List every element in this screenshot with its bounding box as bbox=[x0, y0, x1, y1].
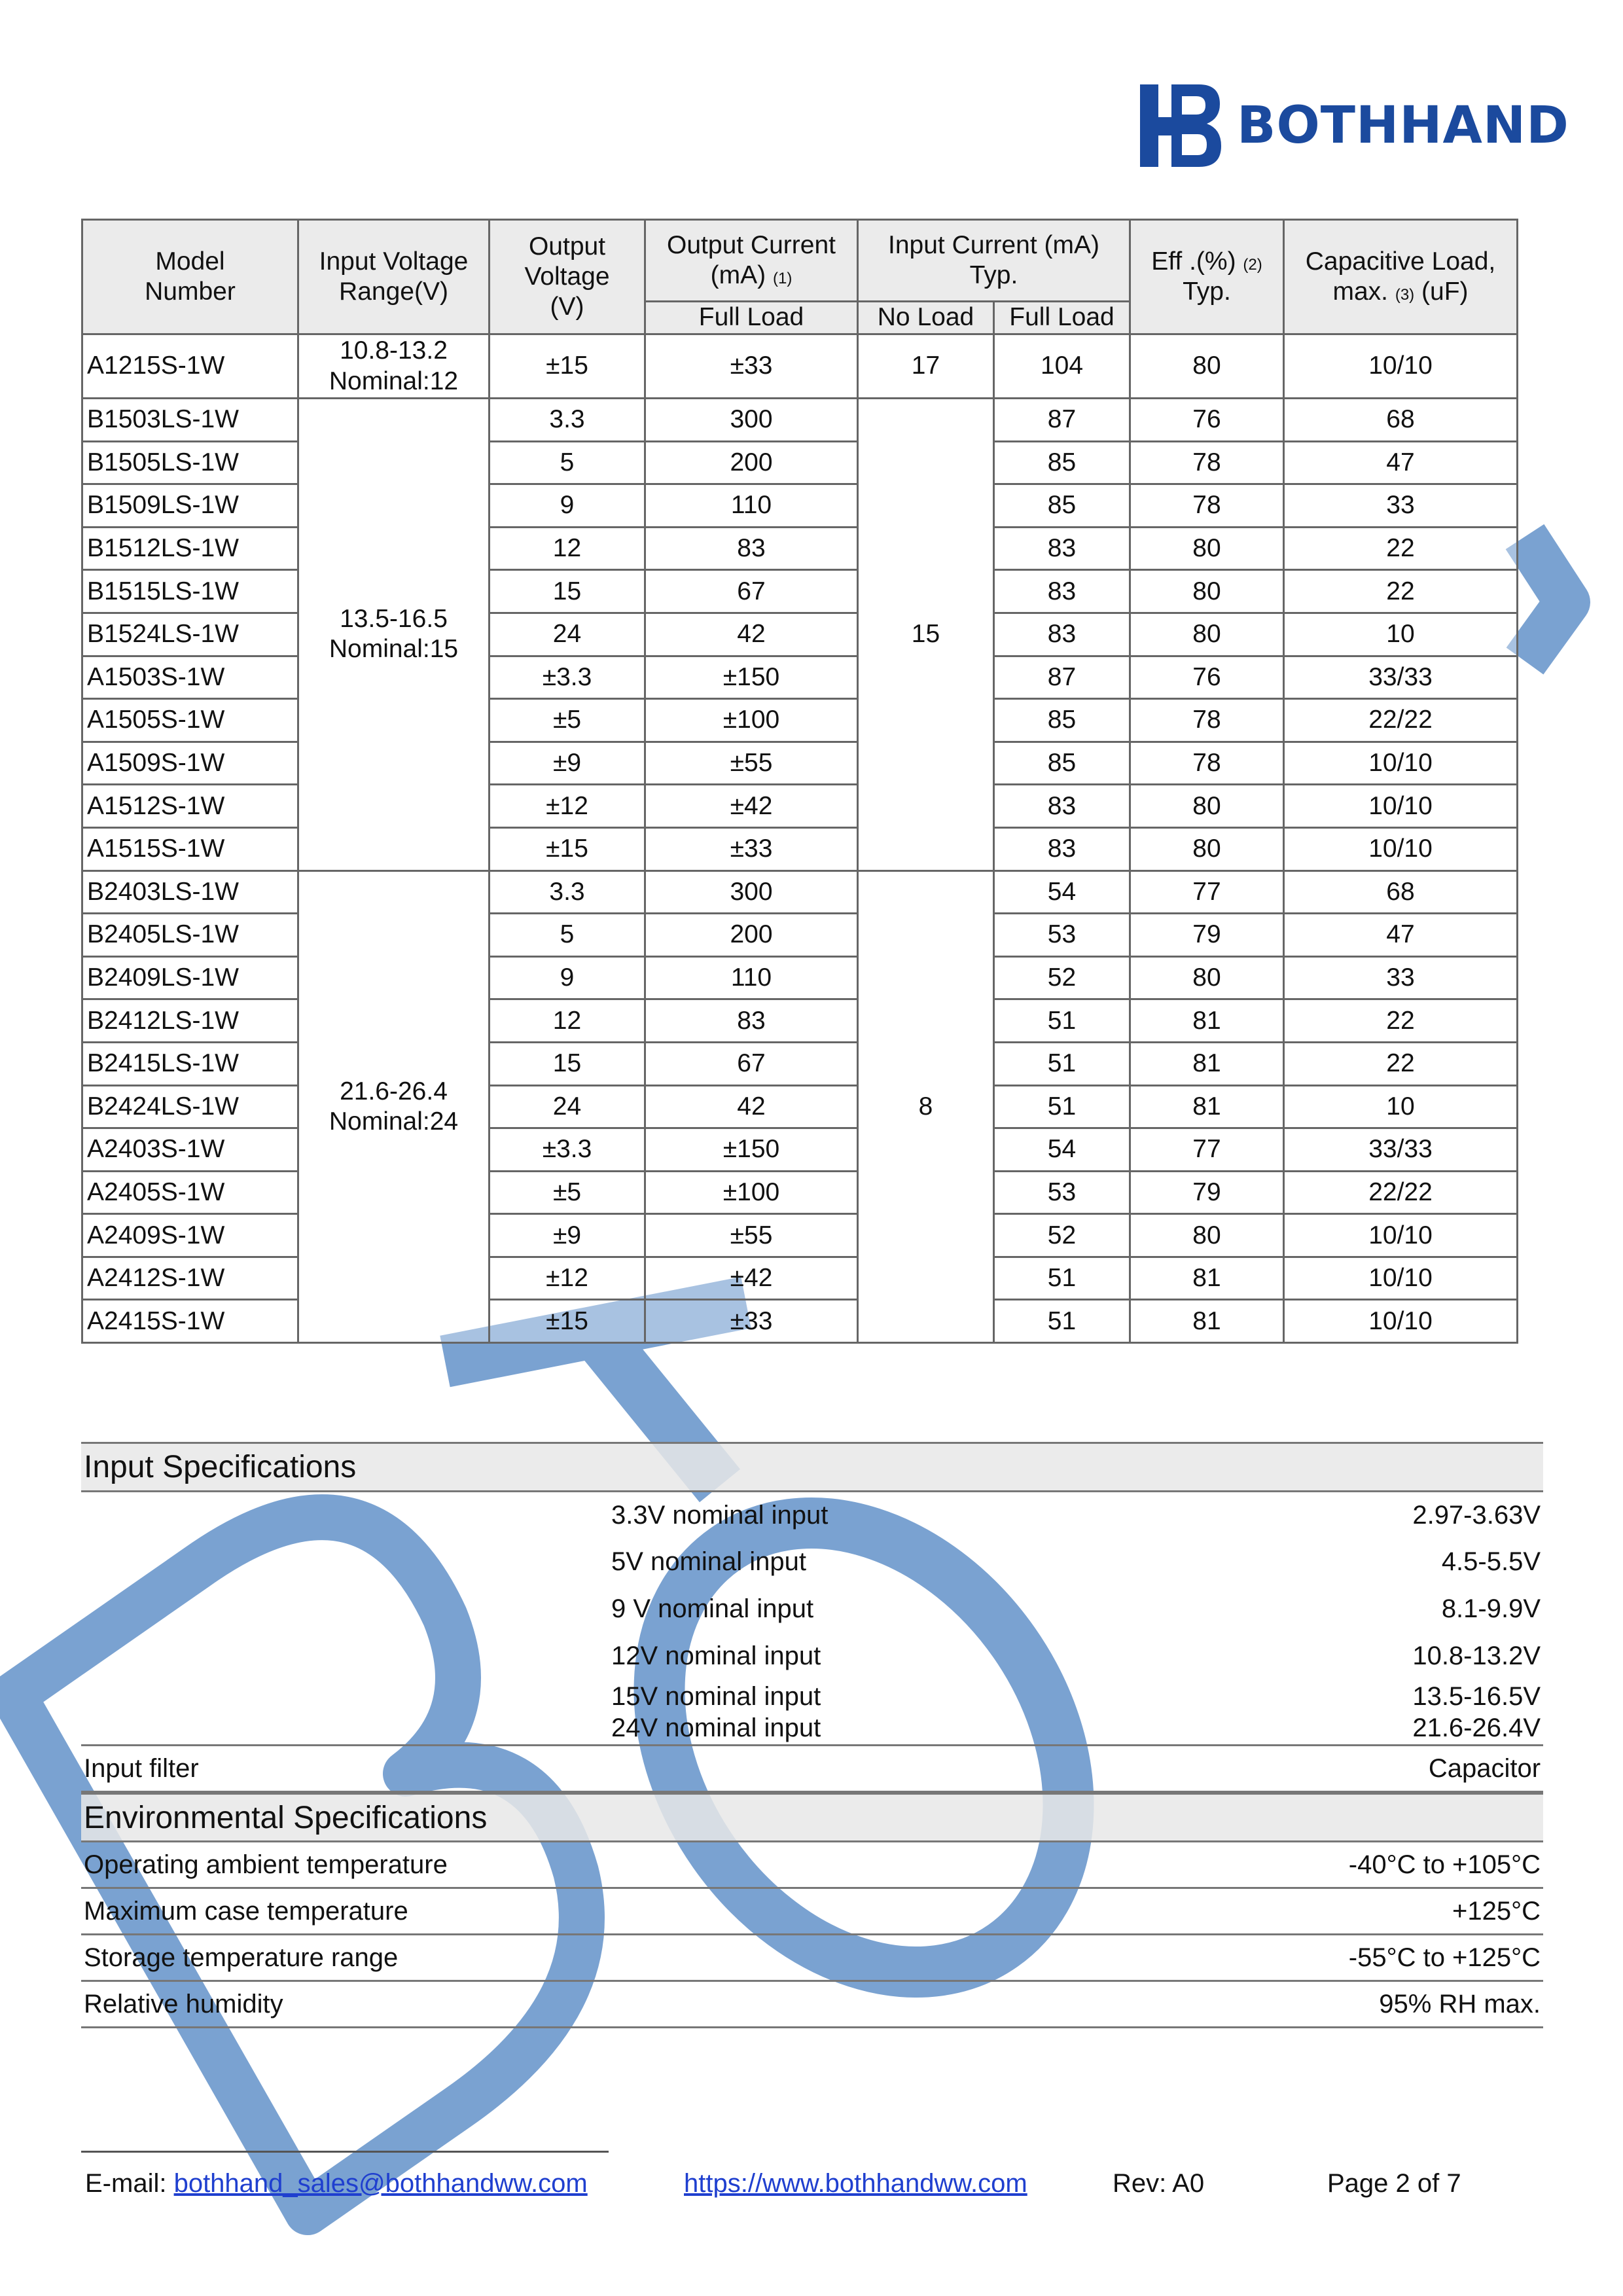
full-load-current: 83 bbox=[994, 527, 1130, 570]
output-current: ±100 bbox=[645, 699, 858, 742]
table-row bbox=[82, 484, 1518, 528]
full-load-current: 51 bbox=[994, 1300, 1130, 1343]
output-current: 300 bbox=[645, 870, 858, 914]
header-model: Model Number bbox=[82, 220, 298, 334]
output-current: 200 bbox=[645, 914, 858, 957]
output-voltage: 9 bbox=[490, 956, 645, 999]
input-voltage-range: 13.5-16.5 Nominal:15 bbox=[298, 399, 490, 871]
model-number: B1515LS-1W bbox=[82, 570, 298, 613]
input-spec-label: 3.3V nominal input bbox=[611, 1500, 829, 1530]
table-row bbox=[82, 1300, 1518, 1343]
output-current: ±55 bbox=[645, 1214, 858, 1257]
input-filter-label: Input filter bbox=[81, 1746, 1134, 1792]
output-voltage: ±12 bbox=[490, 785, 645, 828]
footer-email bbox=[85, 2169, 588, 2198]
full-load-current: 53 bbox=[994, 1171, 1130, 1214]
efficiency: 81 bbox=[1130, 1300, 1284, 1343]
output-current: 83 bbox=[645, 527, 858, 570]
full-load-current: 54 bbox=[994, 1128, 1130, 1172]
capacitive-load: 10/10 bbox=[1284, 1214, 1518, 1257]
efficiency: 80 bbox=[1130, 1214, 1284, 1257]
header-no-load: No Load bbox=[858, 302, 994, 334]
input-spec-label: 12V nominal input bbox=[611, 1641, 821, 1670]
model-number: A1512S-1W bbox=[82, 785, 298, 828]
capacitive-load: 22 bbox=[1284, 999, 1518, 1043]
full-load-current: 83 bbox=[994, 827, 1130, 870]
output-current: 67 bbox=[645, 1042, 858, 1085]
env-spec-value: 95% RH max. bbox=[1134, 1981, 1543, 2028]
capacitive-load: 33 bbox=[1284, 484, 1518, 528]
footer-website bbox=[684, 2169, 1027, 2198]
capacitive-load: 22 bbox=[1284, 570, 1518, 613]
table-row bbox=[82, 827, 1518, 870]
capacitive-load: 68 bbox=[1284, 870, 1518, 914]
table-row bbox=[82, 699, 1518, 742]
efficiency: 78 bbox=[1130, 742, 1284, 785]
model-number: B2415LS-1W bbox=[82, 1042, 298, 1085]
capacitive-load: 22 bbox=[1284, 527, 1518, 570]
input-voltage-range: 10.8-13.2 Nominal:12 bbox=[298, 334, 490, 399]
table-row bbox=[82, 999, 1518, 1043]
input-filter-value: Capacitor bbox=[1134, 1746, 1543, 1792]
full-load-current: 104 bbox=[994, 334, 1130, 399]
efficiency: 80 bbox=[1130, 334, 1284, 399]
env-spec-value: -55°C to +125°C bbox=[1134, 1935, 1543, 1981]
header-capacitive-load: Capacitive Load, max. (3) (uF) bbox=[1284, 220, 1518, 334]
brand-logo bbox=[1136, 80, 1569, 171]
model-number: B2409LS-1W bbox=[82, 956, 298, 999]
input-spec-label: 5V nominal input bbox=[611, 1547, 806, 1576]
model-number: B1524LS-1W bbox=[82, 613, 298, 656]
full-load-current: 52 bbox=[994, 1214, 1130, 1257]
env-spec-label: Storage temperature range bbox=[81, 1935, 1134, 1981]
full-load-current: 51 bbox=[994, 1085, 1130, 1128]
efficiency: 80 bbox=[1130, 956, 1284, 999]
output-current: 83 bbox=[645, 999, 858, 1043]
env-specs-title: Environmental Specifications bbox=[81, 1794, 1543, 1842]
efficiency: 76 bbox=[1130, 399, 1284, 442]
full-load-current: 83 bbox=[994, 613, 1130, 656]
efficiency: 78 bbox=[1130, 441, 1284, 484]
output-voltage: 9 bbox=[490, 484, 645, 528]
output-voltage: 15 bbox=[490, 1042, 645, 1085]
footer-divider bbox=[81, 2151, 609, 2153]
full-load-current: 85 bbox=[994, 742, 1130, 785]
website-link[interactable]: https://www.bothhandww.com bbox=[684, 2169, 1027, 2198]
capacitive-load: 33/33 bbox=[1284, 656, 1518, 699]
output-current: ±42 bbox=[645, 785, 858, 828]
table-row bbox=[82, 1171, 1518, 1214]
output-current: ±150 bbox=[645, 1128, 858, 1172]
env-specs-table bbox=[81, 1793, 1543, 2028]
header-full-load-input: Full Load bbox=[994, 302, 1130, 334]
output-current: 67 bbox=[645, 570, 858, 613]
input-spec-value: 10.8-13.2V bbox=[1412, 1641, 1541, 1670]
output-current: 200 bbox=[645, 441, 858, 484]
efficiency: 77 bbox=[1130, 870, 1284, 914]
output-voltage: ±12 bbox=[490, 1257, 645, 1300]
header-full-load-output: Full Load bbox=[645, 302, 858, 334]
header-input-current: Input Current (mA) Typ. bbox=[858, 220, 1130, 302]
capacitive-load: 10/10 bbox=[1284, 742, 1518, 785]
model-number: A2409S-1W bbox=[82, 1214, 298, 1257]
output-current: ±150 bbox=[645, 656, 858, 699]
full-load-current: 85 bbox=[994, 441, 1130, 484]
output-voltage: 12 bbox=[490, 527, 645, 570]
no-load-current: 17 bbox=[858, 334, 994, 399]
output-voltage: 24 bbox=[490, 1085, 645, 1128]
input-specs-title: Input Specifications bbox=[81, 1443, 1543, 1492]
output-voltage: ±9 bbox=[490, 742, 645, 785]
input-spec-value: 4.5-5.5V bbox=[1441, 1547, 1541, 1576]
efficiency: 81 bbox=[1130, 999, 1284, 1043]
table-row bbox=[82, 870, 1518, 914]
output-voltage: ±15 bbox=[490, 1300, 645, 1343]
table-row bbox=[82, 1042, 1518, 1085]
capacitive-load: 22/22 bbox=[1284, 699, 1518, 742]
page-number: Page 2 of 7 bbox=[1327, 2169, 1461, 2198]
output-voltage: 5 bbox=[490, 441, 645, 484]
table-row bbox=[82, 527, 1518, 570]
full-load-current: 87 bbox=[994, 399, 1130, 442]
output-current: ±100 bbox=[645, 1171, 858, 1214]
model-number: A1509S-1W bbox=[82, 742, 298, 785]
model-number: B2424LS-1W bbox=[82, 1085, 298, 1128]
efficiency: 76 bbox=[1130, 656, 1284, 699]
revision-label: Rev: A0 bbox=[1113, 2169, 1205, 2198]
output-voltage: 3.3 bbox=[490, 399, 645, 442]
output-current: 42 bbox=[645, 1085, 858, 1128]
capacitive-load: 22/22 bbox=[1284, 1171, 1518, 1214]
env-spec-value: -40°C to +105°C bbox=[1134, 1842, 1543, 1888]
capacitive-load: 47 bbox=[1284, 441, 1518, 484]
full-load-current: 85 bbox=[994, 484, 1130, 528]
efficiency: 79 bbox=[1130, 914, 1284, 957]
model-number: B1503LS-1W bbox=[82, 399, 298, 442]
efficiency: 80 bbox=[1130, 527, 1284, 570]
model-number: A1215S-1W bbox=[82, 334, 298, 399]
input-spec-label: 9 V nominal input bbox=[611, 1594, 814, 1623]
model-number: B2412LS-1W bbox=[82, 999, 298, 1043]
input-voltage-range: 21.6-26.4 Nominal:24 bbox=[298, 870, 490, 1343]
capacitive-load: 47 bbox=[1284, 914, 1518, 957]
output-current: 300 bbox=[645, 399, 858, 442]
output-current: 110 bbox=[645, 956, 858, 999]
brand-name: BOTHHAND bbox=[1237, 96, 1569, 155]
input-specs-table bbox=[81, 1442, 1543, 1793]
efficiency: 79 bbox=[1130, 1171, 1284, 1214]
model-table bbox=[81, 219, 1518, 1344]
env-spec-label: Operating ambient temperature bbox=[81, 1842, 1134, 1888]
efficiency: 80 bbox=[1130, 827, 1284, 870]
efficiency: 80 bbox=[1130, 613, 1284, 656]
output-current: ±33 bbox=[645, 827, 858, 870]
env-spec-label: Relative humidity bbox=[81, 1981, 1134, 2028]
model-number: B2403LS-1W bbox=[82, 870, 298, 914]
model-number: A2403S-1W bbox=[82, 1128, 298, 1172]
full-load-current: 83 bbox=[994, 785, 1130, 828]
output-voltage: 24 bbox=[490, 613, 645, 656]
efficiency: 80 bbox=[1130, 570, 1284, 613]
full-load-current: 52 bbox=[994, 956, 1130, 999]
efficiency: 78 bbox=[1130, 484, 1284, 528]
efficiency: 81 bbox=[1130, 1257, 1284, 1300]
output-voltage: ±5 bbox=[490, 1171, 645, 1214]
output-voltage: 15 bbox=[490, 570, 645, 613]
header-output-current: Output Current (mA) (1) bbox=[645, 220, 858, 302]
output-current: 110 bbox=[645, 484, 858, 528]
output-voltage: ±5 bbox=[490, 699, 645, 742]
model-number: B1509LS-1W bbox=[82, 484, 298, 528]
logo-mark-icon bbox=[1136, 82, 1224, 170]
input-spec-value: 13.5-16.5V bbox=[1412, 1681, 1541, 1711]
output-voltage: ±15 bbox=[490, 334, 645, 399]
full-load-current: 85 bbox=[994, 699, 1130, 742]
model-number: B1505LS-1W bbox=[82, 441, 298, 484]
output-voltage: ±15 bbox=[490, 827, 645, 870]
header-efficiency: Eff .(%) (2) Typ. bbox=[1130, 220, 1284, 334]
env-spec-value: +125°C bbox=[1134, 1888, 1543, 1935]
capacitive-load: 33/33 bbox=[1284, 1128, 1518, 1172]
email-link[interactable]: bothhand_sales@bothhandww.com bbox=[173, 2169, 588, 2198]
table-row bbox=[82, 334, 1518, 399]
output-voltage: 12 bbox=[490, 999, 645, 1043]
input-spec-label: 15V nominal input bbox=[611, 1681, 821, 1711]
efficiency: 80 bbox=[1130, 785, 1284, 828]
model-number: A2412S-1W bbox=[82, 1257, 298, 1300]
capacitive-load: 10/10 bbox=[1284, 1257, 1518, 1300]
table-row bbox=[82, 1214, 1518, 1257]
capacitive-load: 10 bbox=[1284, 1085, 1518, 1128]
table-row bbox=[82, 914, 1518, 957]
output-voltage: ±3.3 bbox=[490, 656, 645, 699]
output-current: ±42 bbox=[645, 1257, 858, 1300]
table-row bbox=[82, 1257, 1518, 1300]
full-load-current: 51 bbox=[994, 1257, 1130, 1300]
table-row bbox=[82, 956, 1518, 999]
capacitive-load: 33 bbox=[1284, 956, 1518, 999]
model-number: A1503S-1W bbox=[82, 656, 298, 699]
capacitive-load: 10 bbox=[1284, 613, 1518, 656]
capacitive-load: 10/10 bbox=[1284, 1300, 1518, 1343]
full-load-current: 87 bbox=[994, 656, 1130, 699]
output-voltage: ±9 bbox=[490, 1214, 645, 1257]
capacitive-load: 10/10 bbox=[1284, 785, 1518, 828]
output-voltage: ±3.3 bbox=[490, 1128, 645, 1172]
table-row bbox=[82, 570, 1518, 613]
efficiency: 81 bbox=[1130, 1085, 1284, 1128]
full-load-current: 51 bbox=[994, 999, 1130, 1043]
table-row bbox=[82, 613, 1518, 656]
output-voltage: 5 bbox=[490, 914, 645, 957]
capacitive-load: 10/10 bbox=[1284, 827, 1518, 870]
model-number: B2405LS-1W bbox=[82, 914, 298, 957]
header-input-voltage: Input Voltage Range(V) bbox=[298, 220, 490, 334]
table-row bbox=[82, 399, 1518, 442]
full-load-current: 83 bbox=[994, 570, 1130, 613]
table-row bbox=[82, 1128, 1518, 1172]
capacitive-load: 22 bbox=[1284, 1042, 1518, 1085]
table-row bbox=[82, 785, 1518, 828]
header-output-voltage: Output Voltage (V) bbox=[490, 220, 645, 334]
env-spec-label: Maximum case temperature bbox=[81, 1888, 1134, 1935]
output-current: ±33 bbox=[645, 334, 858, 399]
input-spec-value: 21.6-26.4V bbox=[1412, 1713, 1541, 1742]
full-load-current: 53 bbox=[994, 914, 1130, 957]
efficiency: 77 bbox=[1130, 1128, 1284, 1172]
model-number: B1512LS-1W bbox=[82, 527, 298, 570]
output-voltage: 3.3 bbox=[490, 870, 645, 914]
input-spec-label: 24V nominal input bbox=[611, 1713, 821, 1742]
model-number: A1505S-1W bbox=[82, 699, 298, 742]
model-number: A2415S-1W bbox=[82, 1300, 298, 1343]
input-spec-value: 8.1-9.9V bbox=[1441, 1594, 1541, 1623]
capacitive-load: 68 bbox=[1284, 399, 1518, 442]
output-current: ±55 bbox=[645, 742, 858, 785]
table-row bbox=[82, 742, 1518, 785]
capacitive-load: 10/10 bbox=[1284, 334, 1518, 399]
table-row bbox=[82, 441, 1518, 484]
table-row bbox=[82, 656, 1518, 699]
email-label: E-mail: bbox=[85, 2169, 167, 2198]
no-load-current: 8 bbox=[858, 870, 994, 1343]
efficiency: 78 bbox=[1130, 699, 1284, 742]
output-current: ±33 bbox=[645, 1300, 858, 1343]
no-load-current: 15 bbox=[858, 399, 994, 871]
output-current: 42 bbox=[645, 613, 858, 656]
full-load-current: 51 bbox=[994, 1042, 1130, 1085]
model-number: A2405S-1W bbox=[82, 1171, 298, 1214]
table-row bbox=[82, 1085, 1518, 1128]
efficiency: 81 bbox=[1130, 1042, 1284, 1085]
model-number: A1515S-1W bbox=[82, 827, 298, 870]
input-spec-value: 2.97-3.63V bbox=[1412, 1500, 1541, 1530]
full-load-current: 54 bbox=[994, 870, 1130, 914]
